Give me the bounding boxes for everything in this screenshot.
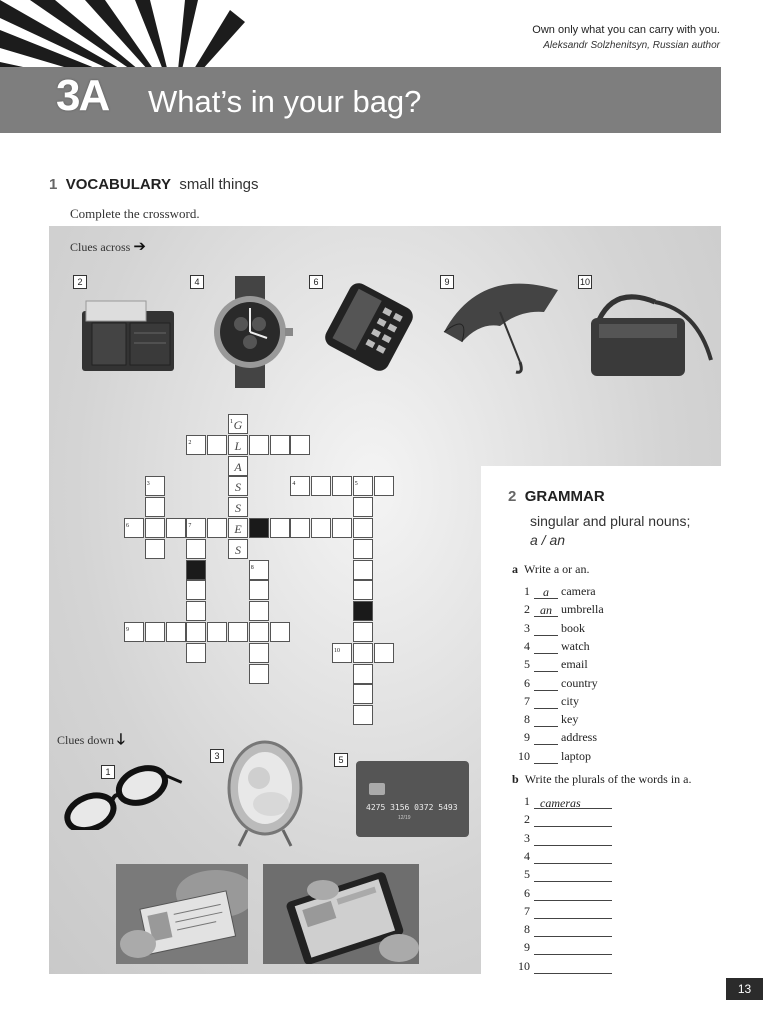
clue-number-3: 3 bbox=[210, 749, 224, 763]
crossword-cell[interactable] bbox=[249, 560, 269, 580]
item-number: 10 bbox=[518, 958, 530, 973]
item-word: camera bbox=[561, 584, 596, 598]
answer-blank[interactable] bbox=[534, 640, 558, 654]
crossword-cell[interactable] bbox=[186, 435, 206, 455]
crossword-cell[interactable] bbox=[228, 622, 248, 642]
answer-blank[interactable]: an bbox=[534, 603, 558, 617]
crossword-cell[interactable] bbox=[353, 560, 373, 580]
item-number: 9 bbox=[524, 940, 530, 955]
item-number: 8 bbox=[524, 712, 530, 727]
answer-blank[interactable] bbox=[534, 750, 558, 764]
answer-blank[interactable] bbox=[534, 677, 558, 691]
answer-blank[interactable] bbox=[534, 961, 612, 974]
crossword-cell[interactable] bbox=[270, 518, 290, 538]
item-word: address bbox=[561, 730, 597, 745]
section-2-subtitle-line1: singular and plural nouns; bbox=[530, 513, 691, 529]
item-word: email bbox=[561, 657, 588, 672]
answer-blank[interactable] bbox=[534, 833, 612, 846]
crossword-cell[interactable] bbox=[166, 518, 186, 538]
answer-blank[interactable] bbox=[534, 942, 612, 955]
crossword-black-cell bbox=[249, 518, 269, 538]
part-a-heading bbox=[512, 562, 589, 577]
crossword-cell[interactable] bbox=[332, 518, 352, 538]
crossword-cell[interactable] bbox=[249, 664, 269, 684]
item-word: country bbox=[561, 675, 598, 690]
section-2-subtitle bbox=[530, 512, 720, 550]
crossword-cell[interactable] bbox=[249, 601, 269, 621]
part-a-item bbox=[514, 749, 591, 764]
crossword-cell[interactable] bbox=[270, 435, 290, 455]
item-number: 2 bbox=[524, 602, 530, 617]
part-b-item bbox=[514, 940, 612, 955]
part-b-item bbox=[514, 867, 612, 882]
part-a-item bbox=[514, 730, 597, 745]
item-word: laptop bbox=[561, 748, 591, 763]
item-word: watch bbox=[561, 638, 590, 653]
cell-number: 3 bbox=[146, 481, 150, 488]
crossword-letter: E bbox=[234, 522, 242, 536]
crossword-cell[interactable] bbox=[186, 643, 206, 663]
section-2-heading bbox=[508, 488, 605, 505]
crossword-cell[interactable] bbox=[311, 476, 331, 496]
photo-frame-icon bbox=[225, 738, 305, 850]
part-b-item bbox=[514, 959, 612, 974]
crossword-cell[interactable] bbox=[207, 518, 227, 538]
item-number: 5 bbox=[524, 867, 530, 882]
item-word: city bbox=[561, 693, 579, 708]
credit-card-icon bbox=[356, 761, 469, 837]
crossword-cell[interactable] bbox=[186, 622, 206, 642]
crossword-cell[interactable] bbox=[145, 476, 165, 496]
crossword-cell[interactable] bbox=[353, 476, 373, 496]
crossword-cell[interactable] bbox=[228, 456, 248, 476]
crossword-cell[interactable] bbox=[124, 518, 144, 538]
item-number: 6 bbox=[524, 885, 530, 900]
part-b-item bbox=[514, 904, 612, 919]
crossword-letter: A bbox=[234, 459, 242, 474]
crossword-cell[interactable] bbox=[374, 643, 394, 663]
crossword-cell[interactable] bbox=[353, 580, 373, 600]
crossword-cell[interactable] bbox=[228, 539, 248, 559]
crossword-cell[interactable] bbox=[311, 518, 331, 538]
crossword-cell[interactable] bbox=[270, 622, 290, 642]
card-number: 4275 3156 0372 5493 bbox=[366, 803, 458, 812]
crossword-cell[interactable] bbox=[353, 664, 373, 684]
crossword-cell[interactable] bbox=[186, 580, 206, 600]
answer-blank[interactable] bbox=[534, 814, 612, 827]
answer-blank[interactable] bbox=[534, 906, 612, 919]
item-word: key bbox=[561, 712, 579, 727]
clue-number-9: 9 bbox=[440, 275, 454, 289]
crossword-cell[interactable] bbox=[353, 684, 373, 704]
part-b-item bbox=[514, 849, 612, 864]
item-word: umbrella bbox=[561, 602, 604, 617]
card-expiry: 12/19 bbox=[398, 815, 411, 821]
part-a-item bbox=[514, 712, 578, 727]
part-a-item bbox=[514, 584, 596, 599]
crossword-letter: S bbox=[235, 542, 241, 557]
crossword-cell[interactable] bbox=[290, 476, 310, 496]
item-number: 7 bbox=[524, 693, 530, 708]
quote-author: Aleksandr Solzhenitsyn, Russian author bbox=[543, 40, 720, 51]
answer-blank[interactable] bbox=[534, 713, 558, 727]
crossword-letter: S bbox=[235, 501, 241, 516]
part-b-instruction: Write the plurals of the words in a. bbox=[524, 772, 692, 786]
item-number: 1 bbox=[524, 794, 530, 808]
crossword-cell[interactable] bbox=[145, 497, 165, 517]
page-number: 13 bbox=[726, 978, 763, 1000]
part-a-item bbox=[514, 657, 588, 672]
section-2-title: GRAMMAR bbox=[524, 488, 605, 505]
part-b-item bbox=[514, 922, 612, 937]
part-a-item bbox=[514, 639, 590, 654]
clue-number-2: 2 bbox=[73, 275, 87, 289]
answer-blank[interactable] bbox=[534, 851, 612, 864]
clues-down-label bbox=[57, 729, 125, 754]
answer-blank[interactable]: cameras bbox=[534, 796, 612, 809]
crossword-cell[interactable] bbox=[166, 622, 186, 642]
crossword-cell[interactable] bbox=[249, 622, 269, 642]
item-number: 1 bbox=[524, 584, 530, 598]
part-b-heading bbox=[512, 772, 692, 787]
crossword-cell[interactable] bbox=[124, 622, 144, 642]
crossword-cell[interactable] bbox=[249, 643, 269, 663]
section-2-subtitle-line2: a / an bbox=[530, 532, 566, 548]
section-1-number: 1 bbox=[49, 176, 58, 193]
cell-number: 4 bbox=[292, 481, 296, 488]
item-number: 3 bbox=[524, 620, 530, 635]
crossword-cell[interactable] bbox=[353, 705, 373, 725]
crossword-cell[interactable] bbox=[207, 622, 227, 642]
crossword-cell[interactable] bbox=[228, 497, 248, 517]
part-a-instruction: Write a or an. bbox=[524, 562, 590, 576]
part-b-item bbox=[514, 886, 612, 901]
cell-number: 6 bbox=[126, 523, 129, 529]
crossword-cell[interactable] bbox=[186, 601, 206, 621]
part-b-item bbox=[514, 812, 612, 827]
crossword-cell[interactable] bbox=[353, 539, 373, 559]
part-b-item bbox=[514, 831, 612, 846]
crossword-cell[interactable] bbox=[290, 435, 310, 455]
item-number: 2 bbox=[524, 812, 530, 827]
crossword-cell[interactable] bbox=[145, 622, 165, 642]
part-b-label: b bbox=[512, 772, 519, 786]
arrow-right-icon: ➔ bbox=[133, 237, 146, 255]
cell-number: 5 bbox=[354, 481, 358, 488]
crossword-cell[interactable] bbox=[249, 435, 269, 455]
crossword-cell[interactable] bbox=[353, 497, 373, 517]
tablet-photo-icon bbox=[263, 864, 419, 964]
part-a-item bbox=[514, 602, 604, 617]
item-number: 5 bbox=[524, 657, 530, 672]
crossword-cell[interactable] bbox=[186, 518, 206, 538]
clues-across-text: Clues across bbox=[70, 240, 131, 254]
answer-blank[interactable] bbox=[534, 695, 558, 709]
crossword-cell[interactable] bbox=[353, 622, 373, 642]
id-card-photo-icon bbox=[116, 864, 248, 964]
crossword-cell[interactable] bbox=[290, 518, 310, 538]
crossword-cell[interactable] bbox=[228, 435, 248, 455]
item-number: 4 bbox=[524, 848, 530, 863]
arrow-down-icon: 🡓 bbox=[117, 730, 125, 748]
item-number: 6 bbox=[524, 675, 530, 690]
crossword-letter: S bbox=[235, 480, 241, 495]
answer-blank[interactable] bbox=[534, 869, 612, 882]
part-b-item bbox=[514, 794, 612, 809]
item-word: book bbox=[561, 620, 585, 635]
crossword-letter: L bbox=[234, 438, 242, 453]
clues-down-text: Clues down bbox=[57, 733, 114, 747]
crossword-cell[interactable] bbox=[207, 435, 227, 455]
unit-title: What’s in your bag? bbox=[148, 84, 422, 119]
section-2-number: 2 bbox=[508, 488, 517, 505]
crossword-cell[interactable] bbox=[374, 476, 394, 496]
item-number: 4 bbox=[524, 638, 530, 653]
card-chip-icon bbox=[369, 783, 385, 795]
quote-text: Own only what you can carry with you. bbox=[532, 24, 720, 36]
section-1-title: VOCABULARY bbox=[65, 176, 171, 193]
item-number: 7 bbox=[524, 903, 530, 918]
answer-blank[interactable]: a bbox=[534, 585, 558, 599]
crossword-cell[interactable] bbox=[228, 414, 248, 434]
cell-number: 7 bbox=[188, 523, 192, 529]
unit-number: 3A bbox=[56, 71, 109, 120]
crossword-cell[interactable] bbox=[228, 518, 248, 538]
crossword-black-cell bbox=[353, 601, 373, 621]
part-a-item bbox=[514, 694, 579, 709]
answer-blank[interactable] bbox=[534, 888, 612, 901]
crossword-cell[interactable] bbox=[249, 580, 269, 600]
crossword-cell[interactable] bbox=[186, 539, 206, 559]
clue-number-10: 10 bbox=[579, 277, 590, 287]
clue-number-4: 4 bbox=[190, 275, 204, 289]
answer-blank[interactable] bbox=[534, 924, 612, 937]
crossword-black-cell bbox=[186, 560, 206, 580]
item-number: 3 bbox=[524, 830, 530, 845]
cell-number: 10 bbox=[334, 647, 340, 654]
cell-number: 2 bbox=[188, 439, 192, 446]
item-number: 10 bbox=[518, 748, 530, 763]
clue-number-6: 6 bbox=[309, 275, 323, 289]
crossword-letter: G bbox=[233, 418, 243, 432]
crossword-cell[interactable] bbox=[353, 518, 373, 538]
section-1-subtitle: small things bbox=[179, 176, 259, 193]
item-number: 9 bbox=[524, 730, 530, 745]
clue-number-5: 5 bbox=[334, 753, 348, 767]
cell-number: 1 bbox=[230, 419, 233, 425]
cell-number: 8 bbox=[250, 564, 254, 571]
crossword-cell[interactable] bbox=[228, 476, 248, 496]
answer-blank[interactable] bbox=[534, 731, 558, 745]
crossword-cell[interactable] bbox=[332, 476, 352, 496]
part-a-item bbox=[514, 621, 585, 636]
clue-number-1: 1 bbox=[101, 765, 115, 779]
part-a-item bbox=[514, 676, 598, 691]
glasses-icon bbox=[56, 760, 186, 830]
crossword-cell[interactable] bbox=[353, 643, 373, 663]
item-number: 8 bbox=[524, 922, 530, 937]
crossword-cell[interactable] bbox=[145, 539, 165, 559]
crossword-cell[interactable] bbox=[332, 643, 352, 663]
section-1-instruction: Complete the crossword. bbox=[70, 206, 200, 221]
cell-number: 9 bbox=[126, 627, 129, 633]
crossword-cell[interactable] bbox=[145, 518, 165, 538]
part-a-label: a bbox=[512, 562, 518, 576]
answer-blank[interactable] bbox=[534, 658, 558, 672]
answer-blank[interactable] bbox=[534, 622, 558, 636]
